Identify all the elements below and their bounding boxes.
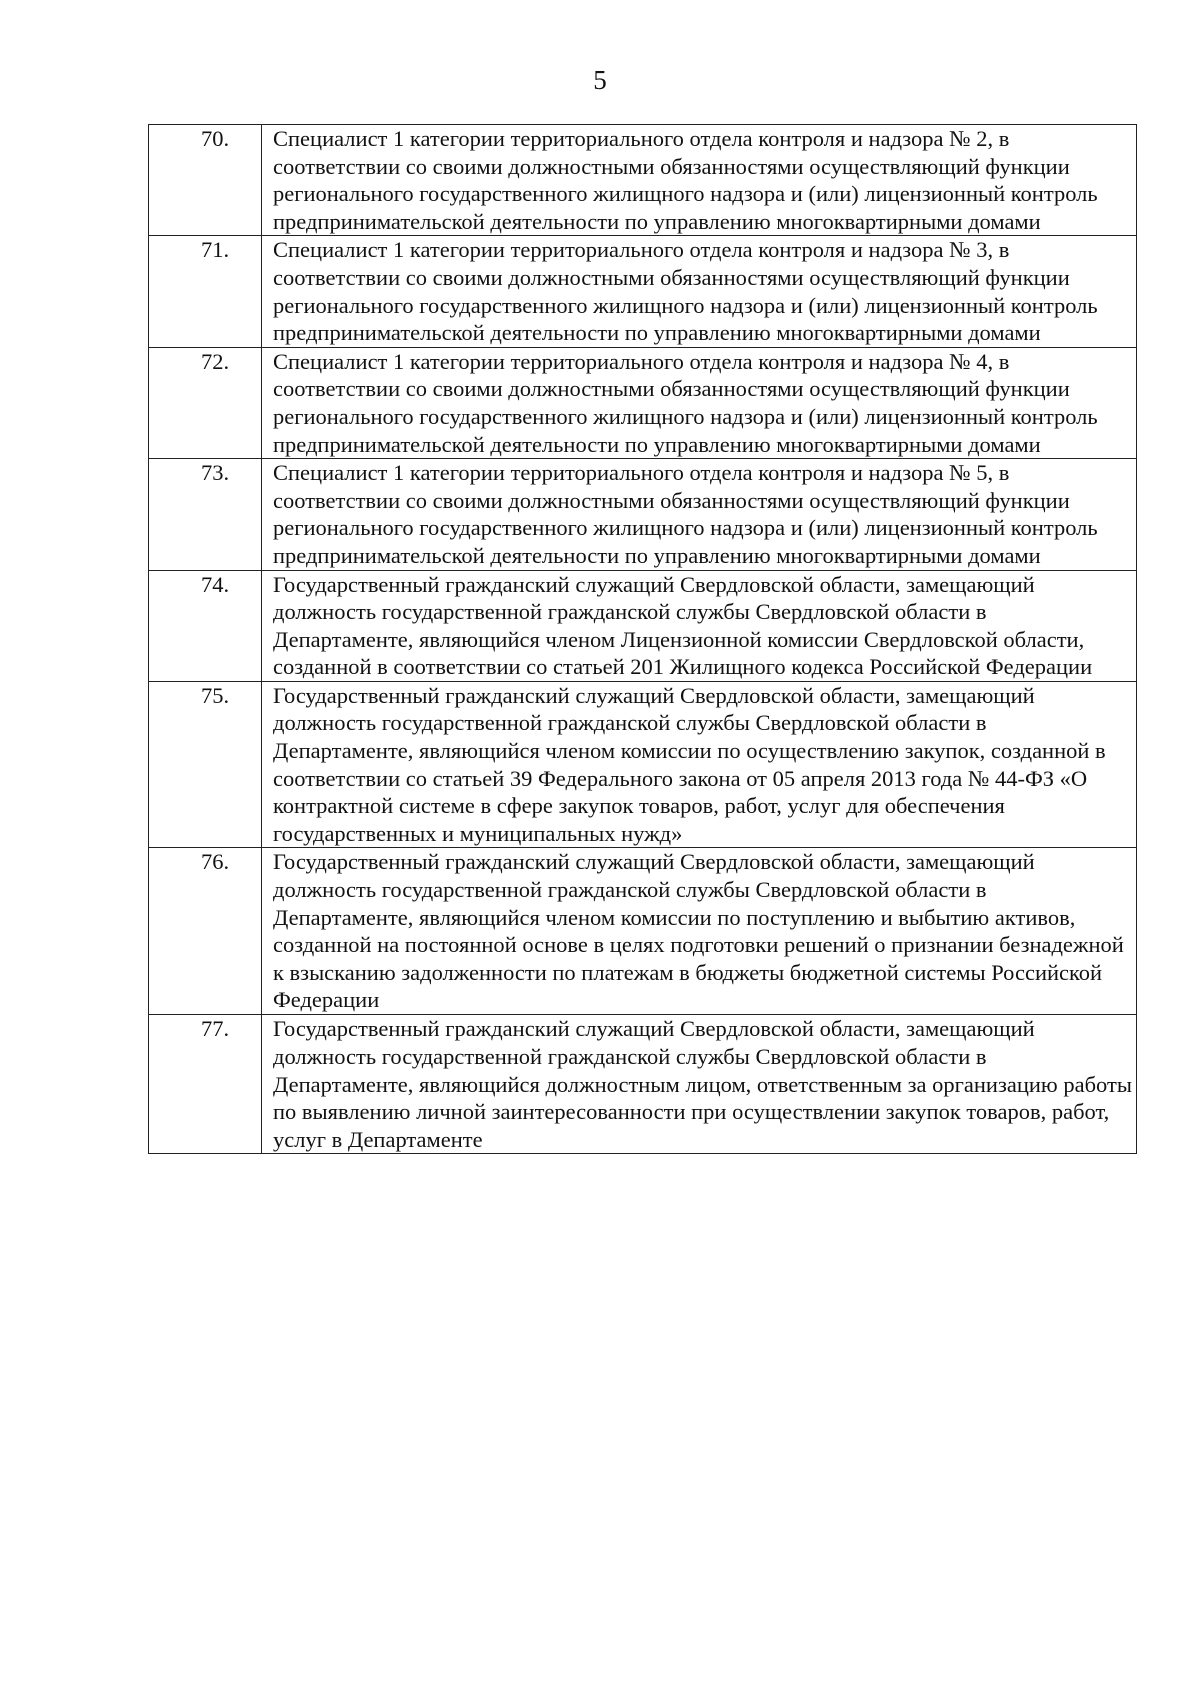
table-row bbox=[149, 848, 1137, 1015]
position-description: Специалист 1 категории территориального отдела контроля и надзора № 2, в соответствии со своими должностными обязанностями осуществляющий функции регионального государственного жилищного надзора и (или) лицензионный контроль предпринимательской деятельности по управлению многоквартирными домами bbox=[262, 125, 1137, 236]
table-row bbox=[149, 459, 1137, 570]
position-description: Государственный гражданский служащий Свердловской области, замещающий должность государственной гражданской службы Свердловской области в Департаменте, являющийся должностным лицом, ответственным за организацию работы по выявлению личной заинтересованности при осуществлении закупок товаров, работ, услуг в Департаменте bbox=[262, 1015, 1137, 1154]
row-number: 74. bbox=[149, 570, 262, 681]
position-description: Специалист 1 категории территориального отдела контроля и надзора № 4, в соответствии со своими должностными обязанностями осуществляющий функции регионального государственного жилищного надзора и (или) лицензионный контроль предпринимательской деятельности по управлению многоквартирными домами bbox=[262, 347, 1137, 458]
row-number: 73. bbox=[149, 459, 262, 570]
row-number: 70. bbox=[149, 125, 262, 236]
row-number: 76. bbox=[149, 848, 262, 1015]
table-row bbox=[149, 681, 1137, 848]
position-description: Специалист 1 категории территориального отдела контроля и надзора № 5, в соответствии со своими должностными обязанностями осуществляющий функции регионального государственного жилищного надзора и (или) лицензионный контроль предпринимательской деятельности по управлению многоквартирными домами bbox=[262, 459, 1137, 570]
row-number: 75. bbox=[149, 681, 262, 848]
position-description: Специалист 1 категории территориального отдела контроля и надзора № 3, в соответствии со своими должностными обязанностями осуществляющий функции регионального государственного жилищного надзора и (или) лицензионный контроль предпринимательской деятельности по управлению многоквартирными домами bbox=[262, 236, 1137, 347]
table-row bbox=[149, 347, 1137, 458]
position-description: Государственный гражданский служащий Свердловской области, замещающий должность государственной гражданской службы Свердловской области в Департаменте, являющийся членом Лицензионной комиссии Свердловской области, созданной в соответствии со статьей 201 Жилищного кодекса Российской Федерации bbox=[262, 570, 1137, 681]
positions-table bbox=[148, 124, 1137, 1154]
position-description: Государственный гражданский служащий Свердловской области, замещающий должность государственной гражданской службы Свердловской области в Департаменте, являющийся членом комиссии по поступлению и выбытию активов, созданной на постоянной основе в целях подготовки решений о признании безнадежной к взысканию задолженности по платежам в бюджеты бюджетной системы Российской Федерации bbox=[262, 848, 1137, 1015]
table-row bbox=[149, 570, 1137, 681]
table-row bbox=[149, 125, 1137, 236]
row-number: 77. bbox=[149, 1015, 262, 1154]
row-number: 72. bbox=[149, 347, 262, 458]
page-number: 5 bbox=[593, 65, 607, 95]
table-row bbox=[149, 236, 1137, 347]
position-description: Государственный гражданский служащий Свердловской области, замещающий должность государственной гражданской службы Свердловской области в Департаменте, являющийся членом комиссии по осуществлению закупок, созданной в соответствии со статьей 39 Федерального закона от 05 апреля 2013 года № 44-ФЗ «О контрактной системе в сфере закупок товаров, работ, услуг для обеспечения государственных и муниципальных нужд» bbox=[262, 681, 1137, 848]
row-number: 71. bbox=[149, 236, 262, 347]
table-row bbox=[149, 1015, 1137, 1154]
